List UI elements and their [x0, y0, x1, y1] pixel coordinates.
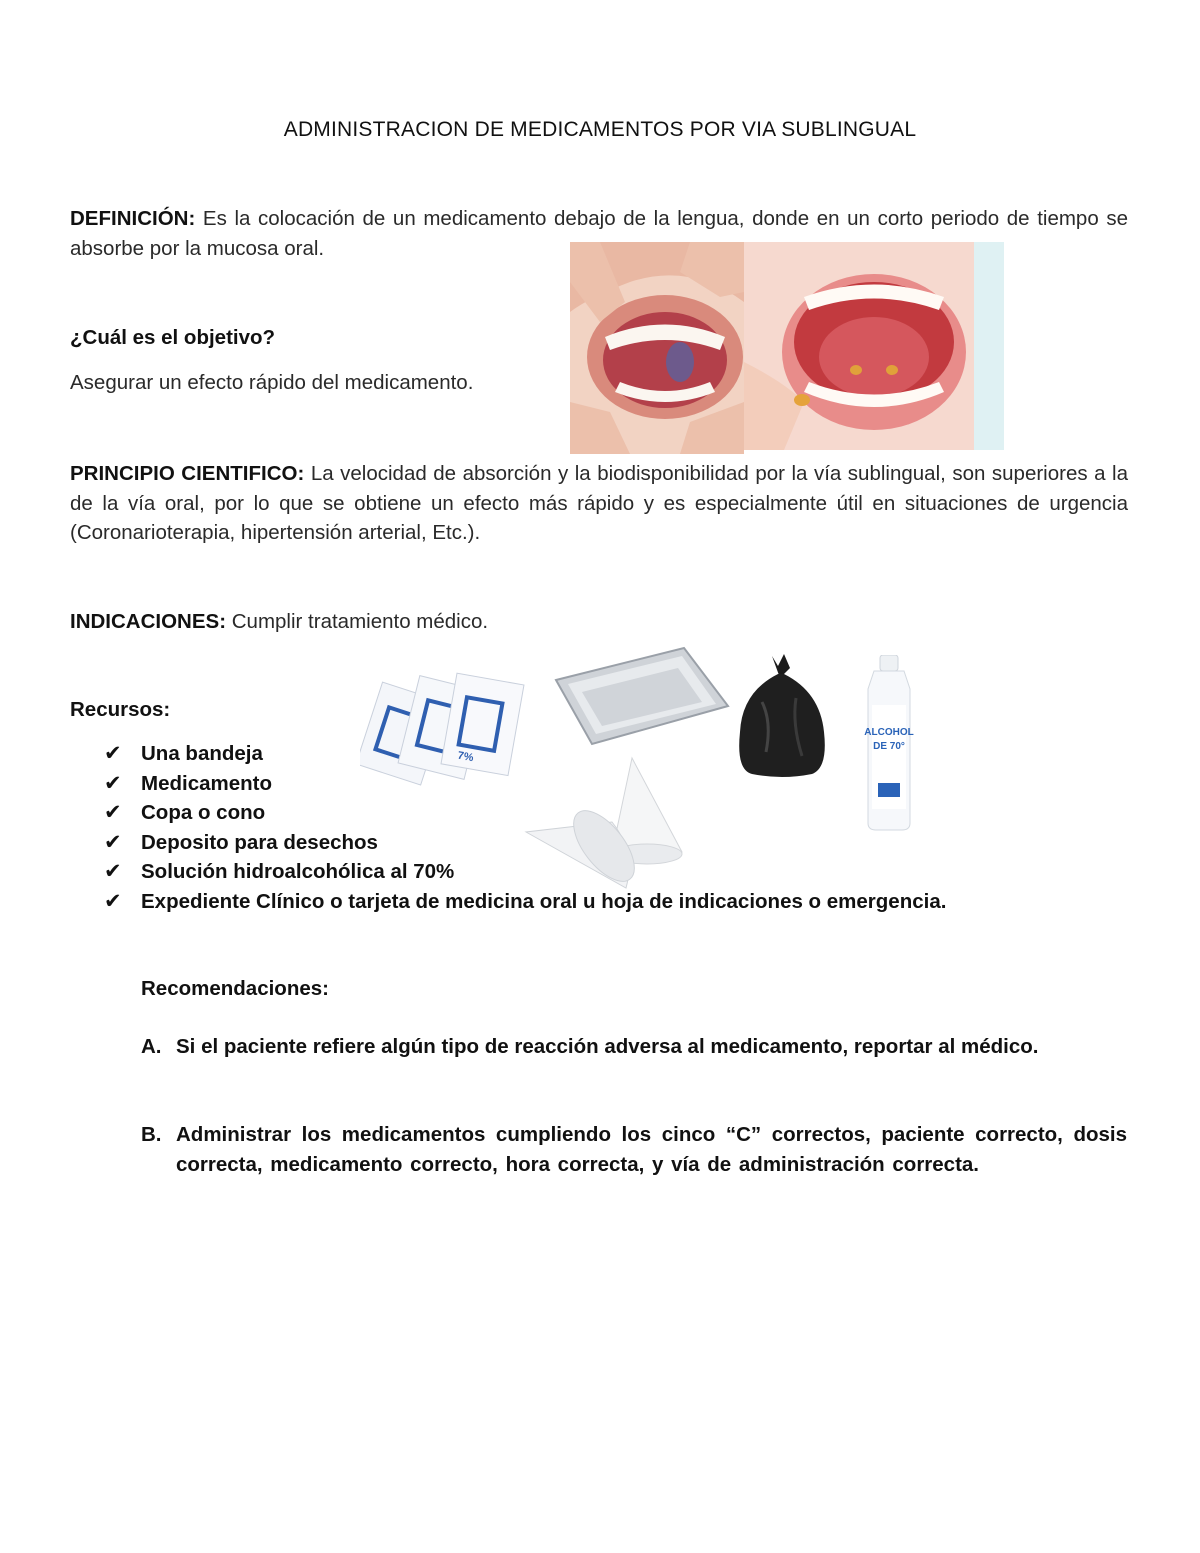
list-item-label: Deposito para desechos	[141, 830, 378, 854]
resources-list	[104, 739, 946, 916]
metal-tray-image	[552, 644, 730, 746]
recommendation-text: Administrar los medicamentos cumpliendo los cinco “C” correctos, paciente correcto, dosis correcta, medicamento correcto, hora correcta, y vía de administración correcta.	[176, 1123, 1127, 1176]
recommendation-letter: B.	[141, 1123, 162, 1146]
checkmark-icon: ✔	[104, 742, 122, 765]
sublingual-tablet-illustration	[744, 242, 1004, 450]
objective-text: Asegurar un efecto rápido del medicamento.	[70, 371, 474, 394]
list-item	[104, 769, 946, 799]
scientific-principle-text: La velocidad de absorción y la biodisponibilidad por la vía sublingual, son superiores a la de la vía oral, por lo que se obtiene un efecto más rápido y es especialmente útil en situaciones de urgencia (Coronarioterapia, hipertensión arterial, Etc.).	[70, 462, 1129, 544]
list-item	[104, 887, 946, 917]
list-item	[104, 739, 946, 769]
recommendations-heading: Recomendaciones:	[141, 977, 329, 1000]
resources-heading: Recursos:	[70, 698, 171, 721]
list-item	[104, 798, 946, 828]
definition-label: DEFINICIÓN:	[70, 207, 196, 230]
list-item-label: Una bandeja	[141, 742, 263, 765]
indications-paragraph	[70, 607, 1128, 637]
checkmark-icon: ✔	[104, 771, 122, 795]
checkmark-icon: ✔	[104, 889, 122, 913]
list-item-label: Expediente Clínico o tarjeta de medicina oral u hoja de indicaciones o emergencia.	[141, 889, 947, 913]
recommendation-letter: A.	[141, 1035, 162, 1058]
alcohol-label-line2: DE 70°	[873, 741, 905, 752]
indications-label: INDICACIONES:	[70, 610, 227, 633]
list-item-label: Solución hidroalcohólica al 70%	[141, 860, 455, 883]
indications-text: Cumplir tratamiento médico.	[226, 610, 489, 633]
objective-heading: ¿Cuál es el objetivo?	[70, 326, 276, 349]
recommendation-text: Si el paciente refiere algún tipo de reacción adversa al medicamento, reportar al médico.	[176, 1035, 1039, 1058]
alcohol-label-line1: ALCOHOL	[864, 727, 914, 738]
list-item-label: Copa o cono	[141, 801, 266, 824]
list-item	[104, 828, 946, 858]
page-title: ADMINISTRACION DE MEDICAMENTOS POR VIA SUBLINGUAL	[283, 118, 917, 141]
definition-text: Es la colocación de un medicamento debajo de la lengua, donde en un corto periodo de tiempo se absorbe por la mucosa oral.	[70, 207, 1128, 260]
wipe-packet-text: 7%	[456, 749, 475, 765]
checkmark-icon: ✔	[104, 830, 122, 854]
mouth-examination-illustration	[570, 242, 744, 454]
recommendation-item	[141, 1120, 1127, 1180]
scientific-principle-label: PRINCIPIO CIENTIFICO:	[70, 462, 305, 485]
list-item	[104, 857, 946, 887]
recommendation-item	[141, 1032, 1127, 1062]
list-item-label: Medicamento	[141, 771, 272, 795]
checkmark-icon: ✔	[104, 860, 122, 883]
scientific-principle-paragraph	[70, 459, 1128, 548]
checkmark-icon: ✔	[104, 801, 122, 824]
